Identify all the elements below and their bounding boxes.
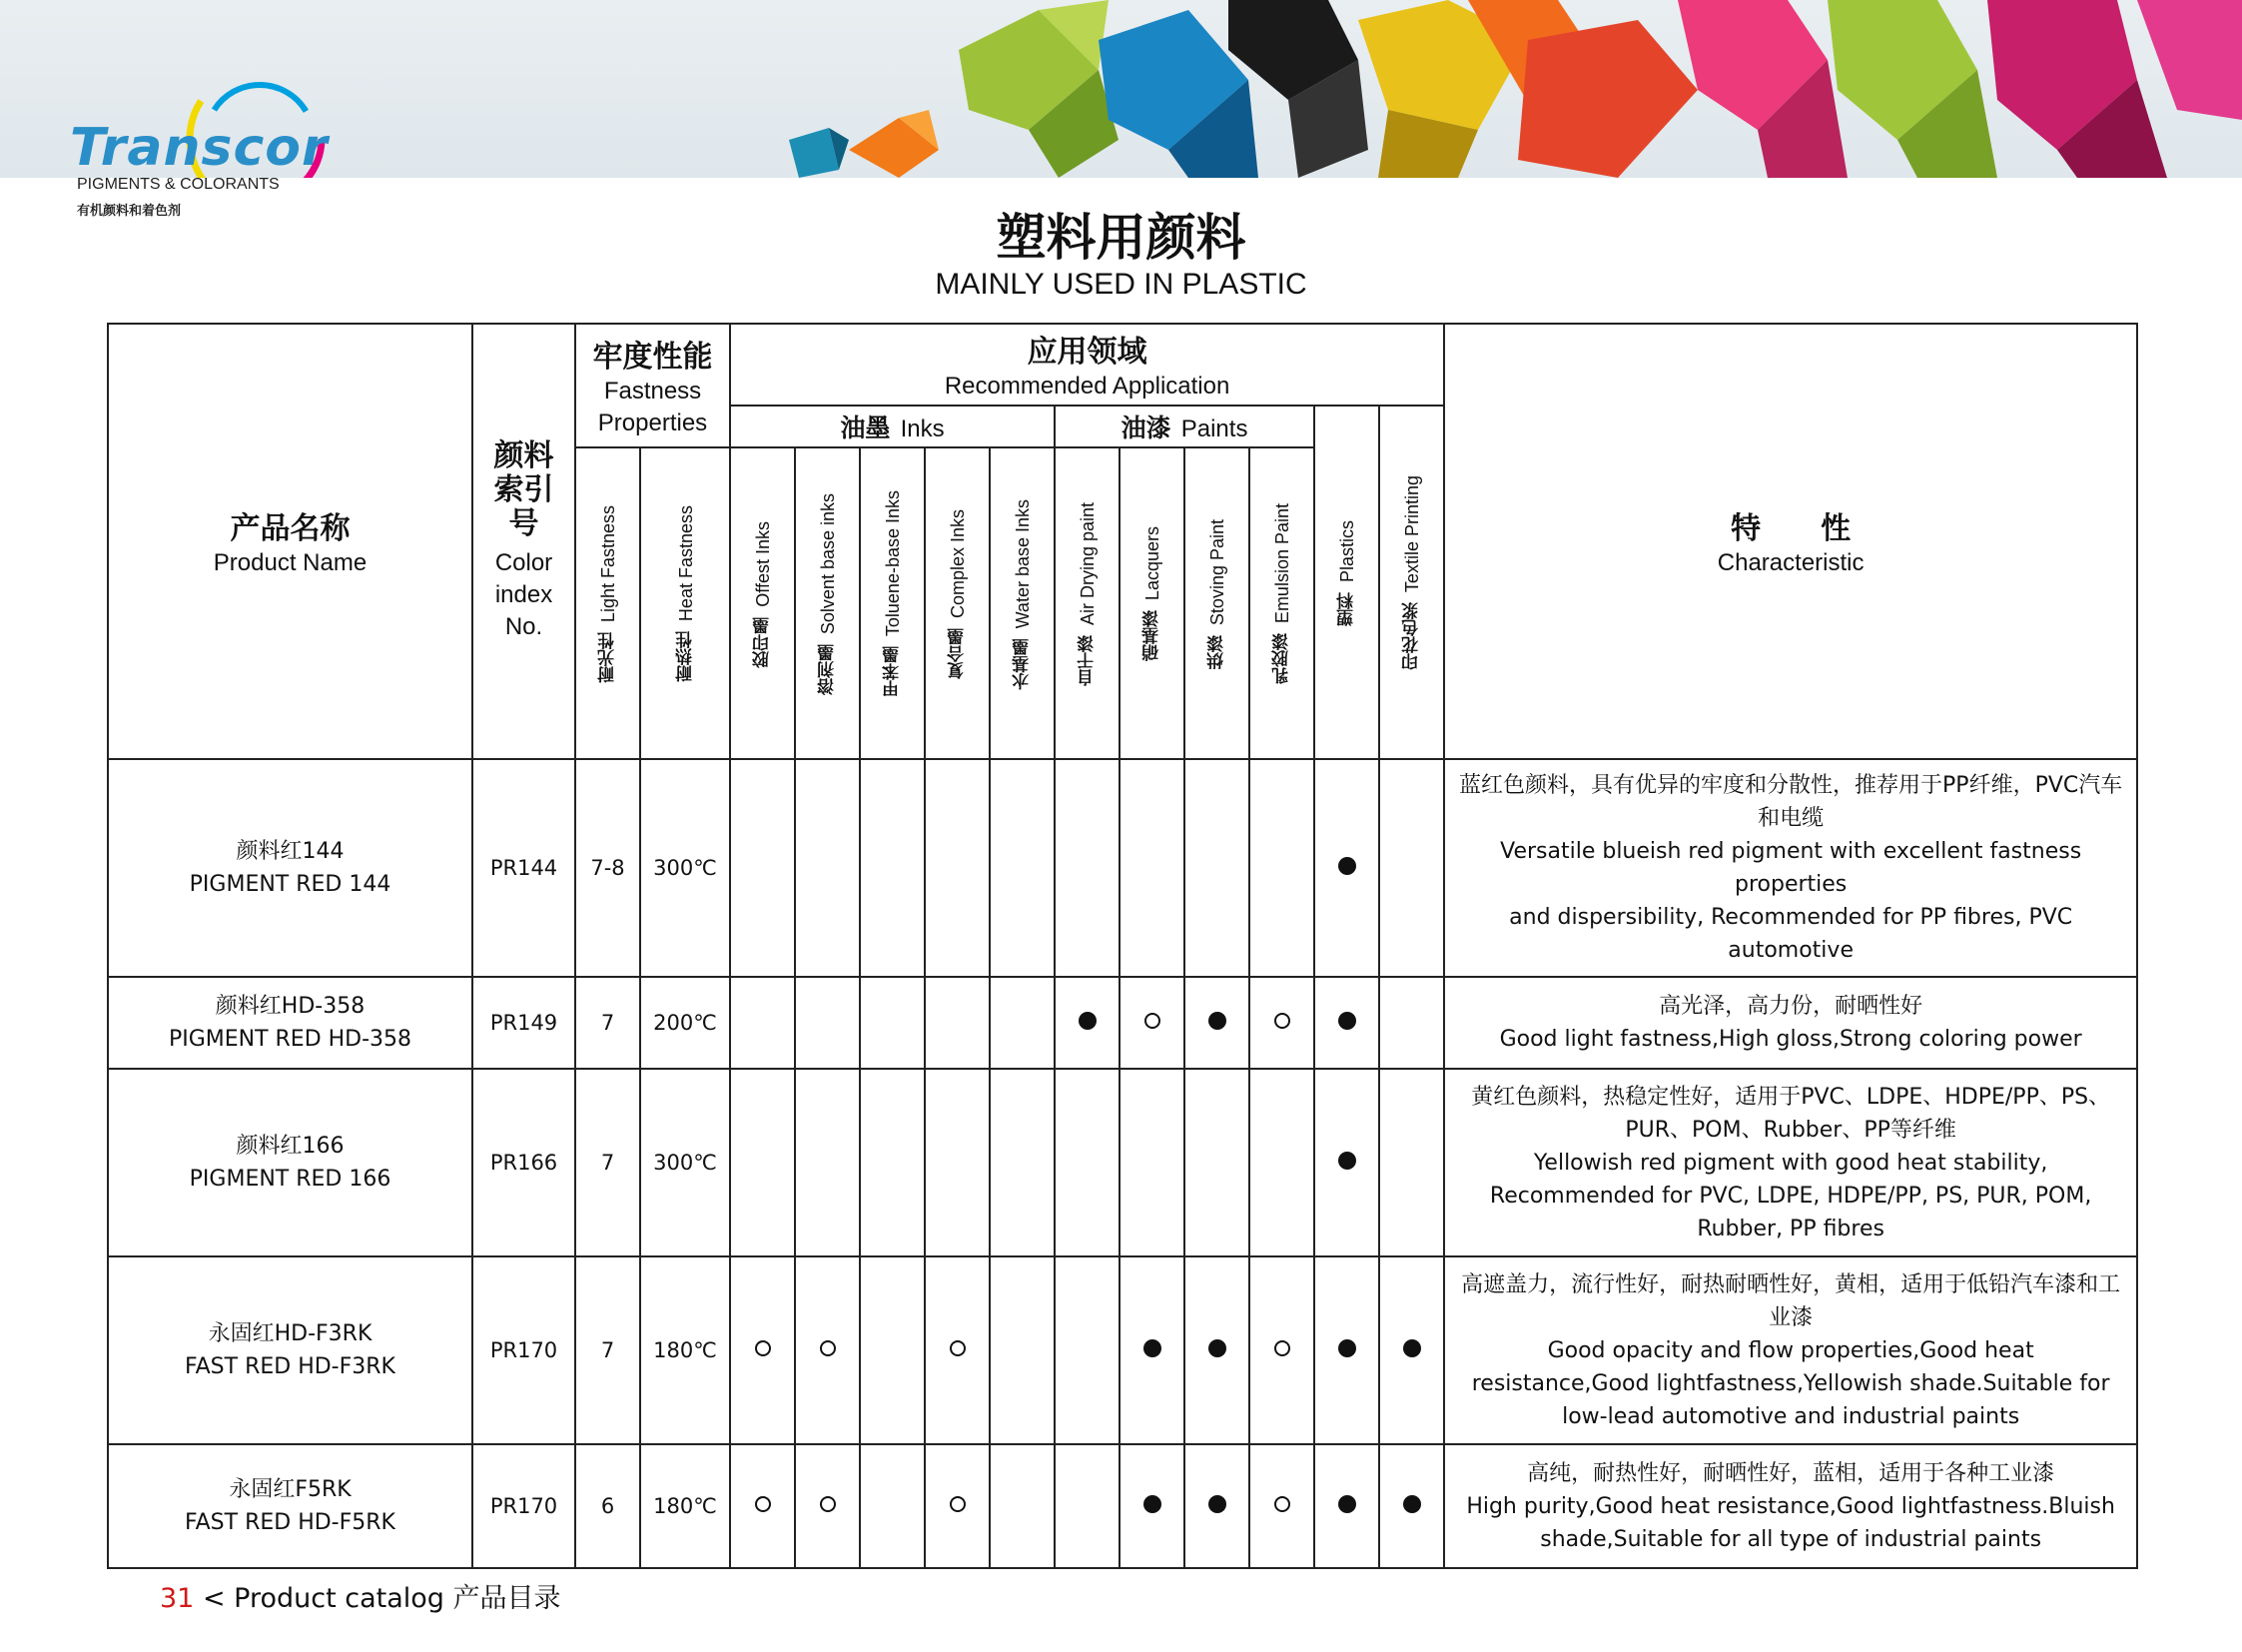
header-characteristic: 特 性 Characteristic	[1444, 324, 2137, 759]
header-color-index: 颜料索引号 Color index No.	[472, 324, 575, 759]
page-title-cn: 塑料用颜料	[996, 208, 1246, 267]
characteristic-line: Recommended for PVC, LDPE, HDPE/PP, PS, PUR, POM, Rubber, PP fibres	[1489, 1183, 2092, 1241]
application-mark-cell	[860, 1069, 925, 1256]
open-circle-icon	[1274, 1496, 1290, 1512]
application-mark-cell	[1314, 1256, 1379, 1444]
product-name-cn: 颜料红166	[236, 1134, 345, 1159]
heat-cell: 200℃	[640, 977, 730, 1069]
application-mark-cell	[1379, 1444, 1444, 1568]
header-col-airdry: 自干漆 Air Drying paint	[1055, 447, 1120, 759]
characteristic-cell	[1444, 759, 2137, 977]
characteristic-line: 高光泽，高力份，耐晒性好	[1659, 994, 1923, 1019]
filled-circle-icon	[1208, 1495, 1226, 1513]
filled-circle-icon	[1403, 1339, 1421, 1357]
application-mark-cell	[1379, 1069, 1444, 1256]
application-mark-cell	[1184, 977, 1249, 1069]
characteristic-line: 高纯，耐热性好，耐晒性好，蓝相，适用于各种工业漆	[1527, 1460, 2055, 1486]
filled-circle-icon	[1338, 1012, 1356, 1030]
application-mark-cell	[925, 1256, 990, 1444]
header-fastness: 牢度性能 Fastness Properties	[575, 324, 730, 447]
table-row	[108, 977, 2137, 1069]
application-mark-cell	[860, 1444, 925, 1568]
open-circle-icon	[950, 1496, 966, 1512]
product-name-en: FAST RED HD-F5RK	[185, 1510, 395, 1535]
header-col-offset: 胶印墨 Offest Inks	[730, 447, 795, 759]
open-circle-icon	[950, 1340, 966, 1356]
application-mark-cell	[730, 1444, 795, 1568]
application-mark-cell	[795, 1256, 860, 1444]
table-row	[108, 759, 2137, 977]
application-mark-cell	[1379, 1256, 1444, 1444]
header-col-light: 耐光性 Light Fastness	[575, 447, 640, 759]
header-col-toluene: 甲苯墨 Toluene-base Inks	[860, 447, 925, 759]
page-number: 31	[160, 1583, 195, 1614]
application-mark-cell	[795, 977, 860, 1069]
header-col-water: 水基墨 Water base Inks	[990, 447, 1055, 759]
heat-cell: 300℃	[640, 759, 730, 977]
brand-subtitle: PIGMENTS & COLORANTS	[77, 176, 280, 193]
application-mark-cell	[990, 1069, 1055, 1256]
application-mark-cell	[795, 1444, 860, 1568]
application-mark-cell	[1184, 1256, 1249, 1444]
application-mark-cell	[1314, 977, 1379, 1069]
code-cell: PR149	[472, 977, 575, 1069]
brand-subtitle-cn: 有机颜料和着色剂	[77, 204, 182, 219]
application-mark-cell	[1249, 1256, 1314, 1444]
header-product-name: 产品名称 Product Name	[108, 324, 472, 759]
heat-cell: 300℃	[640, 1069, 730, 1256]
application-mark-cell	[1184, 759, 1249, 977]
product-name-cn: 永固红F5RK	[229, 1477, 352, 1502]
application-mark-cell	[730, 759, 795, 977]
application-mark-cell	[1184, 1444, 1249, 1568]
application-mark-cell	[730, 977, 795, 1069]
header-col-textile: 印花色浆 Textile Printing	[1379, 406, 1444, 759]
characteristic-cell	[1444, 1069, 2137, 1256]
application-mark-cell	[1055, 1444, 1120, 1568]
light-cell: 7-8	[575, 759, 640, 977]
heat-cell: 180℃	[640, 1444, 730, 1568]
header-application: 应用领域 Recommended Application	[730, 324, 1444, 406]
table-row	[108, 1256, 2137, 1444]
application-mark-cell	[1055, 759, 1120, 977]
application-mark-cell	[1120, 1256, 1184, 1444]
application-mark-cell	[860, 977, 925, 1069]
characteristic-cell	[1444, 977, 2137, 1069]
table-row	[108, 1444, 2137, 1568]
product-name-cn: 颜料红HD-358	[215, 994, 366, 1019]
product-name-cell	[108, 759, 472, 977]
open-circle-icon	[1274, 1013, 1290, 1029]
product-name-cell	[108, 1256, 472, 1444]
light-cell: 7	[575, 977, 640, 1069]
characteristic-line: High purity,Good heat resistance,Good lightfastness.Bluish shade,Suitable for all type of industrial paints	[1466, 1493, 2115, 1552]
filled-circle-icon	[1338, 1152, 1356, 1170]
table-row	[108, 1069, 2137, 1256]
characteristic-line: Good light fastness,High gloss,Strong coloring power	[1499, 1027, 2082, 1052]
characteristic-line: and dispersibility, Recommended for PP fibres, PVC automotive	[1509, 905, 2073, 963]
characteristic-line: 黄红色颜料，热稳定性好，适用于PVC、LDPE、HDPE/PP、PS、PUR、POM、Rubber、PP等纤维	[1471, 1084, 2111, 1143]
filled-circle-icon	[1208, 1339, 1226, 1357]
product-name-cell	[108, 977, 472, 1069]
application-mark-cell	[990, 759, 1055, 977]
application-mark-cell	[1249, 1069, 1314, 1256]
application-mark-cell	[1249, 759, 1314, 977]
characteristic-line: Yellowish red pigment with good heat stability,	[1533, 1150, 2048, 1176]
open-circle-icon	[755, 1340, 771, 1356]
code-cell: PR170	[472, 1444, 575, 1568]
code-cell: PR166	[472, 1069, 575, 1256]
characteristic-line: 蓝红色颜料，具有优异的牢度和分散性，推荐用于PP纤维，PVC汽车和电缆	[1459, 773, 2123, 831]
application-mark-cell	[1120, 977, 1184, 1069]
filled-circle-icon	[1143, 1495, 1161, 1513]
application-mark-cell	[1120, 759, 1184, 977]
filled-circle-icon	[1338, 1495, 1356, 1513]
application-mark-cell	[925, 1069, 990, 1256]
open-circle-icon	[820, 1496, 836, 1512]
product-name-cn: 颜料红144	[236, 839, 345, 864]
application-mark-cell	[730, 1069, 795, 1256]
application-mark-cell	[990, 977, 1055, 1069]
application-mark-cell	[1379, 977, 1444, 1069]
code-cell: PR144	[472, 759, 575, 977]
application-mark-cell	[990, 1256, 1055, 1444]
page-footer	[160, 1576, 561, 1615]
light-cell: 7	[575, 1256, 640, 1444]
characteristic-cell	[1444, 1444, 2137, 1568]
application-mark-cell	[1120, 1444, 1184, 1568]
filled-circle-icon	[1208, 1012, 1226, 1030]
product-name-en: PIGMENT RED 144	[189, 872, 391, 897]
application-mark-cell	[1379, 759, 1444, 977]
application-mark-cell	[1055, 977, 1120, 1069]
header-col-plastics: 塑料 Plastics	[1314, 406, 1379, 759]
product-name-cell	[108, 1444, 472, 1568]
product-table	[107, 323, 2138, 1569]
application-mark-cell	[860, 1256, 925, 1444]
open-circle-icon	[1274, 1340, 1290, 1356]
product-name-en: FAST RED HD-F3RK	[185, 1354, 395, 1379]
header-col-lacquers: 硝基漆 Lacquers	[1120, 447, 1184, 759]
open-circle-icon	[1144, 1013, 1160, 1029]
product-name-cell	[108, 1069, 472, 1256]
application-mark-cell	[1184, 1069, 1249, 1256]
header-col-complex: 复合墨 Complex Inks	[925, 447, 990, 759]
open-circle-icon	[755, 1496, 771, 1512]
filled-circle-icon	[1143, 1339, 1161, 1357]
application-mark-cell	[1120, 1069, 1184, 1256]
application-mark-cell	[1055, 1256, 1120, 1444]
page-title-en: MAINLY USED IN PLASTIC	[935, 268, 1307, 301]
application-mark-cell	[1055, 1069, 1120, 1256]
brand-name: Transcor	[70, 118, 329, 178]
application-mark-cell	[795, 1069, 860, 1256]
filled-circle-icon	[1338, 1339, 1356, 1357]
application-mark-cell	[860, 759, 925, 977]
application-mark-cell	[1314, 1444, 1379, 1568]
footer-text: < Product catalog 产品目录	[194, 1583, 561, 1614]
light-cell: 6	[575, 1444, 640, 1568]
application-mark-cell	[1249, 977, 1314, 1069]
product-name-en: PIGMENT RED HD-358	[168, 1027, 412, 1052]
application-mark-cell	[925, 977, 990, 1069]
heat-cell: 180℃	[640, 1256, 730, 1444]
application-mark-cell	[1314, 759, 1379, 977]
filled-circle-icon	[1338, 857, 1356, 875]
application-mark-cell	[1314, 1069, 1379, 1256]
filled-circle-icon	[1403, 1495, 1421, 1513]
header-col-emulsion: 乳胶漆 Emulsion Paint	[1249, 447, 1314, 759]
characteristic-cell	[1444, 1256, 2137, 1444]
open-circle-icon	[820, 1340, 836, 1356]
code-cell: PR170	[472, 1256, 575, 1444]
light-cell: 7	[575, 1069, 640, 1256]
header-banner	[0, 0, 2242, 178]
characteristic-line: 高遮盖力，流行性好，耐热耐晒性好，黄相，适用于低铅汽车漆和工业漆	[1461, 1271, 2121, 1330]
product-name-cn: 永固红HD-F3RK	[208, 1321, 373, 1346]
application-mark-cell	[925, 759, 990, 977]
header-col-stoving: 烘漆 Stoving Paint	[1184, 447, 1249, 759]
header-col-heat: 耐热性 Heat Fastness	[640, 447, 730, 759]
application-mark-cell	[990, 1444, 1055, 1568]
application-mark-cell	[730, 1256, 795, 1444]
filled-circle-icon	[1079, 1012, 1097, 1030]
application-mark-cell	[925, 1444, 990, 1568]
characteristic-line: Good opacity and flow properties,Good heat resistance,Good lightfastness,Yellowish shade.Suitable for low-lead automotive and industrial paints	[1471, 1337, 2110, 1429]
header-paints: 油漆 Paints	[1055, 406, 1314, 447]
application-mark-cell	[1249, 1444, 1314, 1568]
characteristic-line: Versatile blueish red pigment with excellent fastness properties	[1500, 839, 2082, 897]
application-mark-cell	[795, 759, 860, 977]
product-name-en: PIGMENT RED 166	[189, 1167, 391, 1192]
header-col-solvent: 溶剂墨 Solvent base inks	[795, 447, 860, 759]
header-inks: 油墨 Inks	[730, 406, 1055, 447]
